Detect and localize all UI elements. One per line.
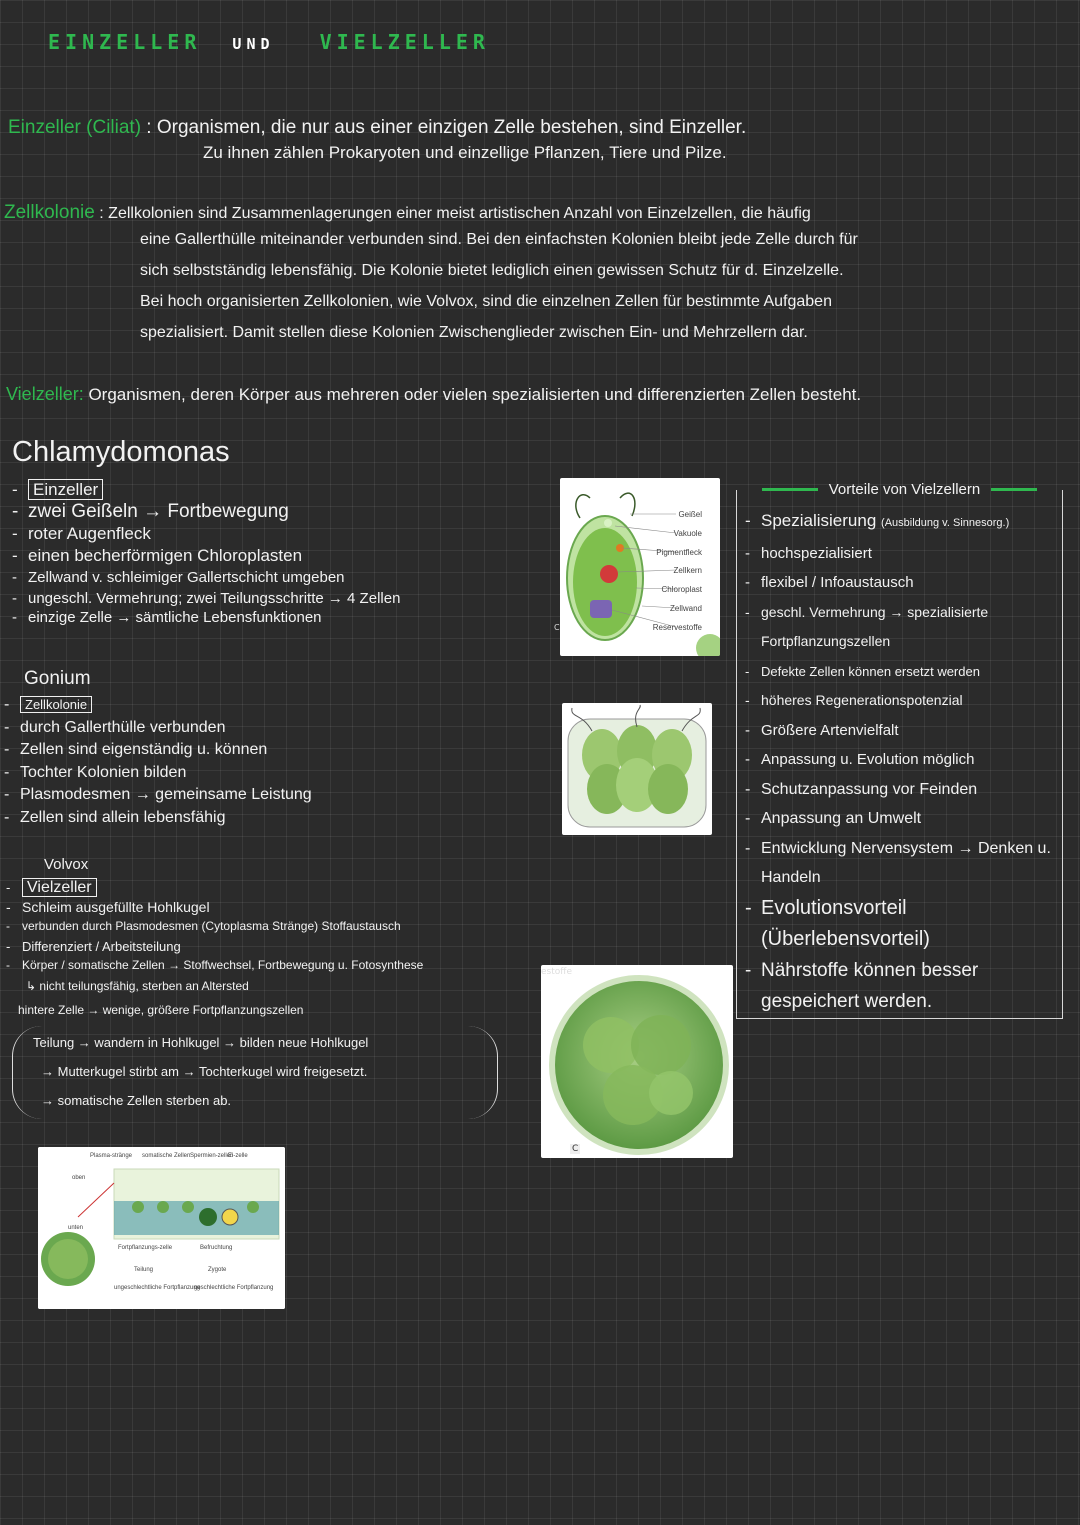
volvox-hintere: hintere Zelle → wenige, größere Fortpflanzungszellen — [18, 1002, 304, 1017]
volvox-section — [6, 856, 536, 1119]
teilung-line-3: → somatische Zellen sterben ab. — [41, 1092, 232, 1108]
list-item: - einzige Zelle → sämtliche Lebensfunktionen — [12, 608, 532, 627]
volvox-tag-item — [6, 878, 536, 898]
volvox-image-caption: estoffe — [541, 967, 572, 977]
diagram-label: Zellwand — [669, 604, 702, 613]
diagram-label: unten — [68, 1225, 84, 1231]
vielzeller-text: Organismen, deren Körper aus mehreren oder vielen spezialisierten und differenzierten Zellen besteht. — [88, 385, 862, 404]
einzeller-definition: Einzeller (Ciliat) : Organismen, die nur aus einer einzigen Zelle bestehen, sind Einzeller. Zu ihnen zählen Prokaryoten und einzellige Pflanzen, Tiere und Pilze. — [8, 117, 1068, 163]
list-item: - Tochter Kolonien bilden — [4, 762, 524, 785]
diagram-label: Spermien-zellen — [190, 1153, 234, 1159]
diagram-label: Ei-zelle — [228, 1153, 248, 1159]
diagram-label: Chloroplast — [661, 585, 702, 594]
title-part3: VIELZELLER — [319, 30, 490, 54]
list-item: - Schleim ausgefüllte Hohlkugel — [6, 898, 536, 918]
list-item: - Größere Artenvielfalt — [745, 716, 1062, 746]
list-item: - Differenziert / Arbeitsteilung — [6, 937, 536, 957]
vorteile-title: Vorteile von Vielzellern — [828, 481, 981, 498]
vorteile-title-row — [737, 479, 1062, 498]
gonium-section — [4, 668, 524, 829]
gonium-heading: Gonium — [24, 668, 91, 689]
list-item: - roter Augenfleck — [12, 523, 532, 545]
chlamydomonas-section — [12, 436, 532, 627]
list-item: - Spezialisierung (Ausbildung v. Sinnesorg.) — [745, 506, 1062, 539]
diagram-label: somatische Zellen — [142, 1153, 191, 1159]
vielzeller-term: Vielzeller: — [6, 384, 84, 404]
list-item: - hochspezialisiert — [745, 539, 1062, 569]
gonium-image — [562, 703, 712, 835]
title-part2: UND — [232, 35, 275, 53]
list-item: - Zellen sind eigenständig u. können — [4, 739, 524, 762]
teilung-line-1: Teilung → wandern in Hohlkugel → bilden neue Hohlkugel — [33, 1034, 369, 1050]
zellkolonie-line-2: eine Gallerthülle miteinander verbunden sind. Bei den einfachsten Kolonien bleibt jede Zelle durch für — [140, 231, 858, 248]
list-item: - Zellwand v. schleimiger Gallertschicht umgeben — [12, 567, 532, 589]
list-item: - geschl. Vermehrung → spezialisierte Fortpflanzungszellen — [745, 598, 1062, 657]
chlamydomonas-diagram — [560, 478, 720, 656]
list-item: - Entwicklung Nervensystem → Denken u. Handeln — [745, 834, 1062, 893]
teilung-line-2: → Mutterkugel stirbt am → Tochterkugel wird freigesetzt. — [41, 1063, 368, 1079]
chlamydomonas-tag: Einzeller — [28, 479, 103, 500]
diagram-label: Vakuole — [673, 529, 702, 538]
diagram-label: oben — [72, 1175, 86, 1181]
zellkolonie-line-5: spezialisiert. Damit stellen diese Kolonien Zwischenglieder zwischen Ein- und Mehrzellern dar. — [140, 324, 808, 341]
volvox-corner-mark: C — [572, 1144, 579, 1154]
list-item: - Körper / somatische Zellen → Stoffwechsel, Fortbewegung u. Fotosynthese — [6, 956, 536, 976]
volvox-tag: Vielzeller — [22, 878, 97, 897]
diagram-label: Plasma-stränge — [90, 1153, 133, 1159]
chlamy-corner-mark: C — [554, 623, 560, 632]
diagram-label: Befruchtung — [200, 1245, 233, 1251]
volvox-image — [541, 965, 733, 1158]
diagram-label: ungeschlechtliche Fortpflanzung — [114, 1285, 201, 1291]
zellkolonie-line-3: sich selbstständig lebensfähig. Die Kolonie bietet lediglich einen gewissen Schutz für d. Einzelzelle. — [140, 262, 844, 279]
chlamydomonas-heading: Chlamydomonas — [12, 436, 230, 468]
diagram-label: geschlechtliche Fortpflanzung — [194, 1285, 274, 1291]
list-item: - Anpassung an Umwelt — [745, 804, 1062, 834]
list-item: - Plasmodesmen → gemeinsame Leistung — [4, 784, 524, 807]
list-item: - Defekte Zellen können ersetzt werden — [745, 657, 1062, 687]
volvox-heading: Volvox — [44, 856, 89, 873]
diagram-label: Zellkern — [673, 566, 702, 575]
gonium-tag: Zellkolonie — [20, 696, 92, 713]
diagram-label: Zygote — [208, 1267, 227, 1273]
list-item: - durch Gallerthülle verbunden — [4, 717, 524, 740]
zellkolonie-line-4: Bei hoch organisierten Zellkolonien, wie Volvox, sind die einzelnen Zellen für bestimmte Aufgaben — [140, 293, 832, 310]
einzeller-line2: Zu ihnen zählen Prokaryoten und einzellige Pflanzen, Tiere und Pilze. — [203, 143, 727, 162]
zellkolonie-term: Zellkolonie — [4, 202, 95, 223]
list-item: - Evolutionsvorteil (Überlebensvorteil) — [745, 893, 1062, 955]
zellkolonie-line-1: Zellkolonien sind Zusammenlagerungen einer meist artistischen Anzahl von Einzelzellen, die häufig — [108, 205, 811, 222]
title-part1: EINZELLER — [48, 30, 202, 54]
list-item: - Zellen sind allein lebensfähig — [4, 807, 524, 830]
list-item: - flexibel / Infoaustausch — [745, 568, 1062, 598]
gonium-tag-item — [4, 694, 524, 717]
diagram-label: Pigmentfleck — [656, 548, 702, 557]
volvox-teilung-block — [12, 1026, 498, 1119]
vielzeller-definition — [6, 384, 1076, 405]
page-title — [48, 30, 490, 54]
vorteile-note: (Ausbildung v. Sinnesorg.) — [881, 517, 1010, 529]
einzeller-term: Einzeller (Ciliat) — [8, 117, 142, 138]
list-item: - Nährstoffe können besser gespeichert werden. — [745, 955, 1062, 1017]
list-item: - zwei Geißeln → Fortbewegung — [12, 501, 532, 523]
list-item: - ungeschl. Vermehrung; zwei Teilungsschritte → 4 Zellen — [12, 589, 532, 608]
diagram-label: Fortpflanzungs-zelle — [118, 1245, 173, 1251]
list-item: - verbunden durch Plasmodesmen (Cytoplasma Stränge) Stoffaustausch — [6, 917, 536, 937]
list-item: - einen becherförmigen Chloroplasten — [12, 545, 532, 567]
list-item: - höheres Regenerationspotenzial — [745, 686, 1062, 716]
einzeller-line1: Organismen, die nur aus einer einzigen Zelle bestehen, sind Einzeller. — [156, 117, 747, 138]
diagram-label: Reservestoffe — [652, 623, 702, 632]
vorteile-box — [736, 481, 1063, 1019]
zellkolonie-definition: Zellkolonie : Zellkolonien sind Zusammenlagerungen einer meist artistischen Anzahl von Einzelzellen, die häufig eine Gallerthülle miteinander verbunden sind. Bei den einfachsten Kolonien bleibt jede Zelle durch für sich selbstständig lebensfähig. Die Kolonie bietet lediglich einen gewissen Schutz für d. Einzelzelle. Bei hoch organisierten Zellkolonien, wie Volvox, sind die einzelnen Zellen für bestimmte Aufgaben spezialisiert. Damit stellen diese Kolonien Zwischenglieder zwischen Ein- und Mehrzellern dar. — [4, 202, 1076, 348]
chlamydomonas-cell-illustration — [560, 478, 720, 656]
list-item: - Anpassung u. Evolution möglich — [745, 745, 1062, 775]
list-item: - Schutzanpassung vor Feinden — [745, 775, 1062, 805]
chlamydomonas-tag-item — [12, 479, 532, 501]
volvox-section-diagram — [38, 1147, 285, 1309]
diagram-label: Teilung — [134, 1267, 154, 1273]
diagram-label: Geißel — [678, 510, 702, 519]
volvox-sub-item: ↳ nicht teilungsfähig, sterben an Altersted — [26, 978, 249, 993]
